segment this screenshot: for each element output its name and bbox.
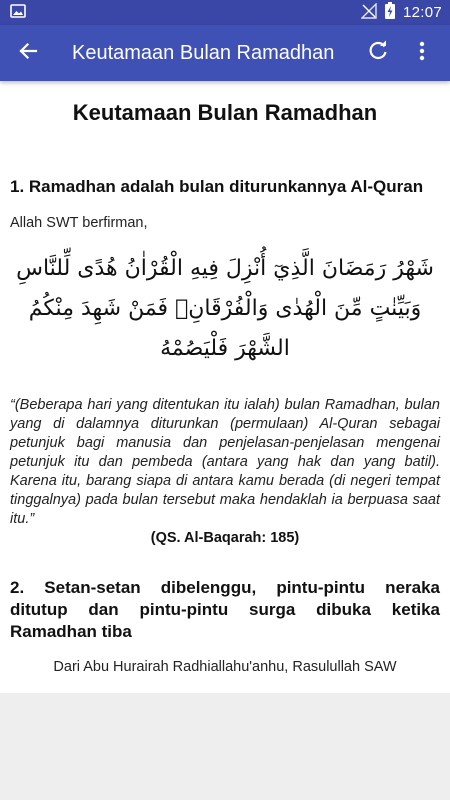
section-1-intro: Allah SWT berfirman, (10, 215, 148, 231)
section-2-text: Dari Abu Hurairah Radhiallahu'anhu, Rasulullah SAW (53, 659, 397, 675)
status-bar (0, 0, 450, 25)
bottom-empty-area (0, 693, 450, 800)
back-arrow-icon (18, 41, 38, 65)
status-time: 12:07 (402, 4, 442, 21)
app-bar (0, 25, 450, 81)
back-button[interactable] (0, 25, 56, 81)
verse-translation: “(Beberapa hari yang ditentukan itu ialah) bulan Ramadhan, bulan yang di dalamnya diturunkan (permulaan) Al-Quran sebagai petunjuk bagi manusia dan penjelasan-penjelasan mengenai petunjuk itu dan pembeda (antara yang hak dan yang batil). Karena itu, barang siapa di antara kamu berada (di negeri tempat tinggalnya) pada bulan tersebut maka hendaklah ia berpuasa saat itu.” (10, 397, 440, 527)
refresh-icon (367, 40, 389, 66)
refresh-button[interactable] (356, 25, 400, 81)
signal-off-icon (361, 3, 377, 23)
more-vert-icon (419, 41, 425, 65)
battery-charging-icon (385, 2, 395, 23)
article-title: Keutamaan Bulan Ramadhan (72, 100, 378, 125)
more-options-button[interactable] (400, 25, 444, 81)
toolbar-title: Keutamaan Bulan Ramadhan (72, 41, 335, 64)
verse-citation: (QS. Al-Baqarah: 185) (150, 530, 300, 546)
quran-verse-arabic: شَهْرُ رَمَضَانَ الَّذِيٓ أُنْزِلَ فِيهِ الْقُرْاٰنُ هُدًى لِّلنَّاسِ وَبَيِّنٰتٍ مِّنَ الْهُدٰى وَالْفُرْقَانِۚ فَمَنْ شَهِدَ مِنْكُمُ الشَّهْرَ فَلْيَصُمْهُ (16, 256, 434, 361)
section-1-heading: 1. Ramadhan adalah bulan diturunkannya Al-Quran (10, 177, 424, 196)
section-2-heading: 2. Setan-setan dibelenggu, pintu-pintu neraka ditutup dan pintu-pintu surga dibuka ketika Ramadhan tiba (10, 578, 440, 641)
image-notification-icon (10, 3, 26, 22)
article-content[interactable] (0, 81, 450, 693)
